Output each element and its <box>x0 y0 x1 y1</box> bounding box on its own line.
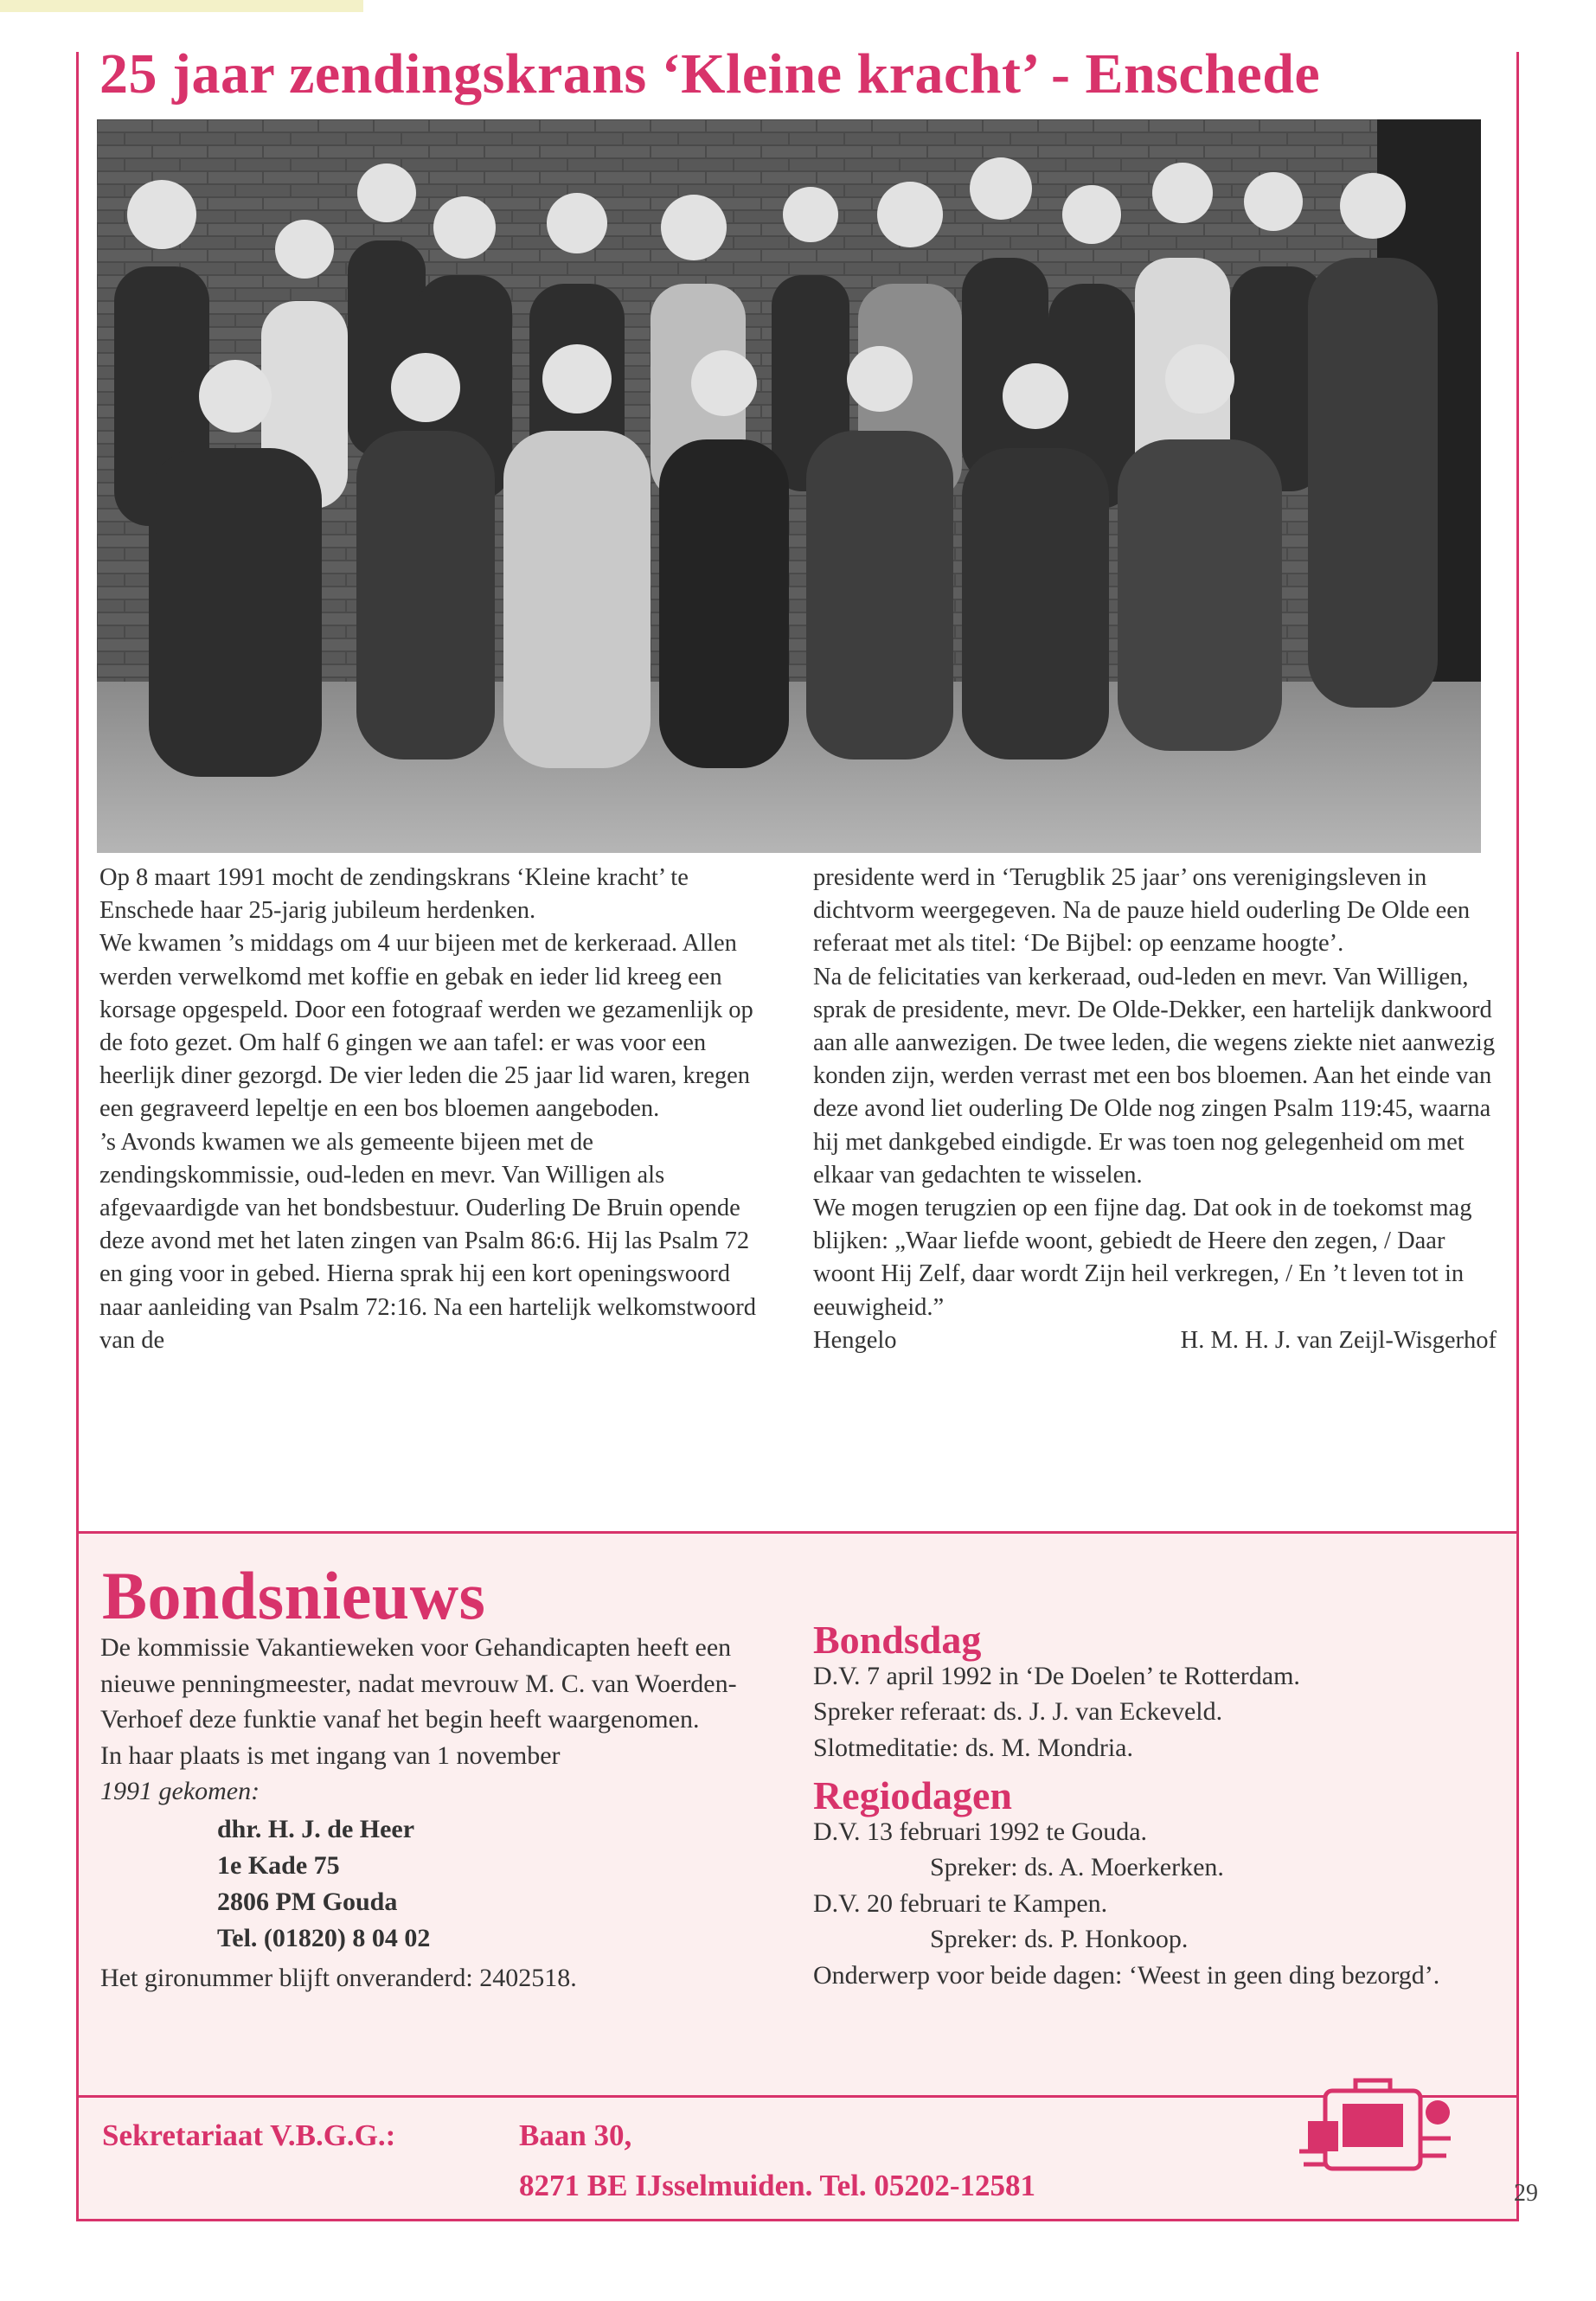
article-paragraph: Op 8 maart 1991 mocht de zendingskrans ‘Kleine kracht’ te Enschede haar 25-jarig jubileum herdenken. <box>99 864 689 925</box>
signoff-author: H. M. H. J. van Zeijl-Wisgerhof <box>1180 1326 1497 1354</box>
regiodagen-line: Spreker: ds. P. Honkoop. <box>930 1925 1189 1953</box>
address-line: 1e Kade 75 <box>217 1850 340 1880</box>
bondsdag-title: Bondsdag <box>813 1618 982 1662</box>
bondsnieuws-intro-3: 1991 gekomen: <box>100 1777 260 1805</box>
giro-number: Het gironummer blijft onveranderd: 2402518. <box>100 1963 577 1992</box>
suitcase-logo-icon <box>1291 2069 1464 2199</box>
bondsnieuws-title: Bondsnieuws <box>102 1558 486 1633</box>
bondsdag-line: D.V. 7 april 1992 in ‘De Doelen’ te Rotterdam. <box>813 1661 1300 1690</box>
group-photo <box>97 119 1481 853</box>
regiodagen-line: Onderwerp voor beide dagen: ‘Weest in geen ding bezorgd’. <box>813 1960 1440 1990</box>
address-line: Tel. (01820) 8 04 02 <box>217 1923 431 1952</box>
article-paragraph: We kwamen ’s middags om 4 uur bijeen met de kerkeraad. Allen werden verwelkomd met koffie en gebak en ieder lid kreeg een korsage opgespeld. Door een fotograaf werden we gezamenlijk op de foto gezet. Om half 6 gingen we aan tafel: er was voor een heerlijk diner gezorgd. De vier leden die 25 jaar lid waren, kregen een gegraveerd lepeltje en een bos bloemen aangeboden. <box>99 930 753 1123</box>
regiodagen-line: D.V. 13 februari 1992 te Gouda. <box>813 1817 1148 1846</box>
regiodagen-line: Spreker: ds. A. Moerkerken. <box>930 1853 1224 1881</box>
frame-left-rule <box>76 52 79 1531</box>
bondsnieuws-intro-2: In haar plaats is met ingang van 1 november <box>100 1740 561 1770</box>
bondsnieuws-intro: De kommissie Vakantieweken voor Gehandicapten heeft een nieuwe penningmeester, nadat mevrouw M. C. van Woerden-Verhoef deze funktie vanaf het begin heeft waargenomen. <box>100 1633 737 1734</box>
article-right-column <box>813 862 1497 1357</box>
signoff-place: Hengelo <box>813 1326 897 1354</box>
bondsdag-line: Slotmeditatie: ds. M. Mondria. <box>813 1733 1133 1762</box>
treasurer-address <box>100 1811 740 1957</box>
article-paragraph: ’s Avonds kwamen we als gemeente bijeen met de zendingskommissie, oud-leden en mevr. Van Willigen als afgevaardigde van het bondsbestuur. Ouderling De Bruin opende deze avond met het laten zingen van Psalm 86:6. Hij las Psalm 72 en ging voor in gebed. Hierna sprak hij een kort openingswoord naar aanleiding van Psalm 72:16. Na een hartelijk welkomstwoord van de <box>99 1128 757 1354</box>
article-paragraph: Na de felicitaties van kerkeraad, oud-leden en mevr. Van Willigen, sprak de presidente, mevr. De Olde-Dekker, een hartelijk dankwoord aan alle aanwezigen. De twee leden, die wegens ziekte niet aanwezig konden zijn, werden verrast met een bos bloemen. Aan het einde van deze avond liet ouderling De Olde nog zingen Psalm 119:45, waarna hij met dankgebed eindigde. Er was toen nog gelegenheid om met elkaar van gedachten te wisselen. <box>813 963 1496 1189</box>
bondsdag-line: Spreker referaat: ds. J. J. van Eckeveld. <box>813 1697 1223 1726</box>
article-left-column <box>99 862 766 1357</box>
secretariat-address-2: 8271 BE IJsselmuiden. Tel. 05202-12581 <box>519 2169 1036 2202</box>
regiodagen-line: D.V. 20 februari te Kampen. <box>813 1888 1108 1918</box>
bondsnieuws-right-column <box>813 1618 1497 1993</box>
secretariat-address-1: Baan 30, <box>519 2118 632 2152</box>
article-signoff <box>813 1324 1497 1357</box>
article-title: 25 jaar zendingskrans ‘Kleine kracht’ - Enschede <box>99 42 1321 106</box>
footer-secretariat <box>102 2111 1035 2211</box>
scan-edge-mark <box>0 0 363 12</box>
bondsnieuws-left-column <box>100 1630 740 1996</box>
article-paragraph: We mogen terugzien op een fijne dag. Dat ook in de toekomst mag blijken: „Waar liefde woont, gebiedt de Heere den zegen, / Daar woont Hij Zelf, daar wordt Zijn heil verkregen, / En ’t leven tot in eeuwigheid.” <box>813 1195 1472 1321</box>
page-number: 29 <box>1514 2180 1538 2207</box>
article-paragraph: presidente werd in ‘Terugblik 25 jaar’ ons verenigingsleven in dichtvorm weergegeven. Na de pauze hield ouderling De Olde een referaat met als titel: ‘De Bijbel: op eenzame hoogte’. <box>813 864 1471 958</box>
frame-right-rule <box>1516 52 1519 1531</box>
address-line: dhr. H. J. de Heer <box>217 1814 415 1843</box>
secretariat-label: Sekretariaat V.B.G.G.: <box>102 2118 396 2152</box>
address-line: 2806 PM Gouda <box>217 1887 398 1916</box>
regiodagen-title: Regiodagen <box>813 1773 1012 1817</box>
